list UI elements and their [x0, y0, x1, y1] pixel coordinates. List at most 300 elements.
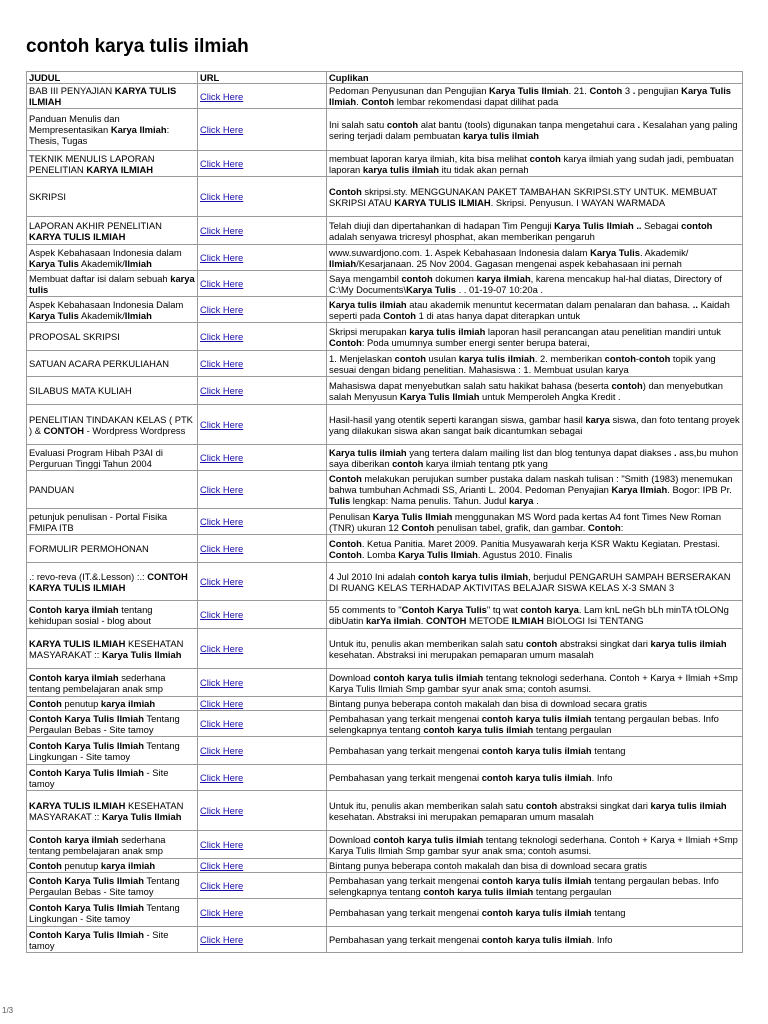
text-segment: tentang: [591, 907, 626, 918]
highlighted-term: contoh karya tulis ilmiah: [481, 745, 592, 756]
highlighted-term: contoh karya tulis ilmiah: [423, 723, 534, 735]
text-segment: tentang teknologi sederhana. Contoh + Karya + Ilmiah +Smp Karya Tulis Ilmiah Smp gambar syur anak sma; contoh asumsi.: [329, 833, 738, 856]
click-here-link[interactable]: Click Here: [200, 934, 244, 945]
highlighted-term: karya ilmiah: [476, 272, 531, 284]
click-here-link[interactable]: Click Here: [200, 860, 244, 871]
cell-cuplikan: [327, 899, 743, 927]
text-segment: penutup: [61, 698, 101, 709]
text-segment: tentang pergaulan bebas. Info selengkapnya tentang: [329, 874, 719, 897]
text-segment: kesehatan. Abstraksi ini merupakan pemaparan umum masalah: [329, 810, 594, 822]
table-row: [27, 509, 743, 535]
click-here-link[interactable]: Click Here: [200, 516, 244, 527]
click-here-link[interactable]: Click Here: [200, 191, 244, 202]
table-row: [27, 109, 743, 151]
highlighted-term: Contoh: [329, 548, 362, 560]
highlighted-term: contoh karya tulis ilmiah: [481, 907, 592, 918]
cell-judul: [27, 177, 198, 217]
highlighted-term: CONTOH KARYA TULIS ILMIAH: [29, 570, 188, 593]
text-segment: PANDUAN: [29, 484, 75, 495]
cell-cuplikan: [327, 927, 743, 953]
cell-url: [198, 697, 327, 711]
text-segment: abstraksi singkat dari: [557, 637, 651, 649]
cell-url: [198, 151, 327, 177]
text-segment: Download: [329, 671, 374, 683]
text-segment: SATUAN ACARA PERKULIAHAN: [29, 358, 169, 369]
text-segment: menggunakan MS Word pada kertas A4 font Times New Roman (TNR) ukuran 12: [329, 510, 722, 533]
highlighted-term: karya tulis ilmiah: [650, 637, 727, 649]
text-segment: .: [356, 96, 362, 107]
click-here-link[interactable]: Click Here: [200, 907, 244, 918]
text-segment: KESEHATAN MASYARAKAT ::: [29, 637, 184, 660]
highlighted-term: Contoh: [329, 473, 362, 484]
text-segment: tentang pergaulan bebas. Info selengkapnya tentang: [329, 712, 719, 735]
click-here-link[interactable]: Click Here: [200, 331, 244, 342]
cell-cuplikan: [327, 669, 743, 697]
table-row: [27, 873, 743, 899]
cell-judul: [27, 831, 198, 859]
highlighted-term: ..: [692, 298, 698, 310]
text-segment: . 21.: [568, 85, 590, 96]
results-table: [26, 71, 743, 953]
text-segment: untuk Memperoleh Angka Kredit .: [479, 390, 621, 402]
cell-cuplikan: [327, 737, 743, 765]
highlighted-term: contoh: [529, 152, 561, 164]
click-here-link[interactable]: Click Here: [200, 452, 244, 463]
cell-cuplikan: [327, 791, 743, 831]
text-segment: SKRIPSI: [29, 191, 66, 202]
highlighted-term: Contoh Karya Tulis Ilmiah: [29, 712, 144, 724]
highlighted-term: KARYA TULIS ILMIAH: [29, 637, 126, 649]
click-here-link[interactable]: Click Here: [200, 225, 244, 236]
highlighted-term: contoh: [401, 272, 433, 284]
text-segment: PENELITIAN TINDAKAN KELAS ( PTK ) &: [29, 413, 193, 436]
highlighted-term: contoh karya tulis ilmiah: [373, 671, 484, 683]
table-row: [27, 899, 743, 927]
table-row: [27, 927, 743, 953]
text-segment: Akademik/: [78, 309, 125, 321]
text-segment: . Lam knL neGh bLh minTA tOLONg dibUatin: [329, 603, 729, 626]
click-here-link[interactable]: Click Here: [200, 745, 244, 756]
text-segment: www.suwardjono.com. 1. Aspek Kebahasaan Indonesia dalam: [329, 246, 591, 258]
text-segment: karya ilmiah yang sudah jadi, pembuatan laporan: [329, 152, 734, 175]
cell-url: [198, 737, 327, 765]
table-row: [27, 737, 743, 765]
cell-cuplikan: [327, 84, 743, 109]
cell-url: [198, 899, 327, 927]
text-segment: sederhana tentang pembelajaran anak smp: [29, 671, 166, 694]
click-here-link[interactable]: Click Here: [200, 484, 244, 495]
cell-url: [198, 471, 327, 509]
cell-judul: [27, 859, 198, 873]
text-segment: Untuk itu, penulis akan memberikan salah satu: [329, 799, 526, 811]
highlighted-term: karya tulis ilmiah: [650, 799, 727, 811]
text-segment: itu tidak akan pernah: [438, 163, 529, 175]
highlighted-term: karya tulis ilmiah: [462, 129, 540, 141]
click-here-link[interactable]: Click Here: [200, 805, 244, 816]
cell-url: [198, 765, 327, 791]
text-segment: Untuk itu, penulis akan memberikan salah satu: [329, 637, 526, 649]
click-here-link[interactable]: Click Here: [200, 772, 244, 783]
cell-url: [198, 445, 327, 471]
text-segment: 1 di atas hanya dapat diterapkan untuk: [416, 309, 581, 321]
text-segment: Kaidah seperti pada: [329, 298, 730, 321]
cell-cuplikan: [327, 151, 743, 177]
highlighted-term: Karya Tulis Ilmiah: [101, 810, 182, 822]
cell-url: [198, 629, 327, 669]
highlighted-term: contoh: [392, 457, 424, 469]
highlighted-term: Contoh karya ilmiah: [29, 671, 119, 683]
highlighted-term: ILMIAH: [511, 614, 544, 626]
text-segment: 55 comments to ": [329, 603, 402, 615]
text-segment: 4 Jul 2010 Ini adalah: [329, 570, 419, 582]
highlighted-term: karya tulis ilmiah: [458, 352, 535, 364]
cell-cuplikan: [327, 535, 743, 563]
text-segment: /Kesarjanaan. 25 Nov 2004. Gagasan mengenai aspek kebahasaan ini pernah: [356, 257, 682, 269]
click-here-link[interactable]: Click Here: [200, 358, 244, 369]
highlighted-term: Karya Tulis Ilmiah: [489, 85, 569, 96]
text-segment: Download: [329, 833, 374, 845]
cell-url: [198, 563, 327, 601]
cell-url: [198, 323, 327, 351]
cell-judul: [27, 899, 198, 927]
text-segment: Tentang Lingkungan - Site tamoy: [29, 739, 180, 762]
highlighted-term: Contoh Karya Tulis: [401, 603, 487, 615]
highlighted-term: Karya tulis ilmiah: [329, 446, 407, 458]
click-here-link[interactable]: Click Here: [200, 124, 244, 135]
highlighted-term: contoh karya tulis ilmiah: [418, 570, 529, 582]
text-segment: . 2. memberikan: [534, 352, 605, 364]
table-row: [27, 177, 743, 217]
highlighted-term: Contoh: [589, 85, 623, 96]
click-here-link[interactable]: Click Here: [200, 880, 244, 891]
highlighted-term: contoh: [386, 118, 419, 130]
cell-url: [198, 297, 327, 323]
cell-url: [198, 177, 327, 217]
text-segment: Mahasiswa dapat menyebutkan salah satu hakikat bahasa (beserta: [329, 379, 612, 391]
click-here-link[interactable]: Click Here: [200, 839, 244, 850]
cell-url: [198, 831, 327, 859]
highlighted-term: karya tulis ilmiah: [409, 325, 486, 337]
table-row: [27, 297, 743, 323]
highlighted-term: Ilmiah: [124, 257, 152, 269]
highlighted-term: karya tulis: [29, 272, 195, 295]
highlighted-term: contoh: [394, 352, 426, 364]
text-segment: melakukan perujukan sumber pustaka dalam naskah tulisan : "Smith (1983) menemukan bahwa tumbuhan Achmadi SS, Arianti L. 2004. Pedoman Penyajian: [329, 473, 733, 495]
table-row: [27, 765, 743, 791]
text-segment: Sebagai: [641, 219, 682, 231]
cell-judul: [27, 791, 198, 831]
text-segment: Kesalahan yang paling sering terjadi dalam pembuatan: [329, 118, 738, 141]
text-segment: FORMULIR PERMOHONAN: [29, 543, 149, 554]
text-segment: :: [620, 521, 624, 533]
text-segment: atau akademik menuntut kecermatan dalam penalaran dan bahasa.: [406, 298, 693, 310]
text-segment: Pembahasan yang terkait mengenai: [329, 907, 482, 918]
highlighted-term: contoh: [611, 379, 643, 391]
click-here-link[interactable]: Click Here: [200, 609, 244, 620]
text-segment: . . 01-19-07 10:20a .: [455, 283, 544, 295]
text-segment: KESEHATAN MASYARAKAT ::: [29, 799, 184, 822]
cell-cuplikan: [327, 177, 743, 217]
cell-cuplikan: [327, 245, 743, 271]
highlighted-term: Contoh Karya Tulis Ilmiah: [29, 874, 144, 886]
cell-cuplikan: [327, 377, 743, 405]
cell-cuplikan: [327, 509, 743, 535]
highlighted-term: Contoh karya ilmiah: [29, 603, 119, 615]
cell-judul: [27, 765, 198, 791]
cell-url: [198, 405, 327, 445]
highlighted-term: contoh: [681, 219, 713, 231]
cell-judul: [27, 601, 198, 629]
text-segment: Skripsi merupakan: [329, 325, 410, 337]
text-segment: 3: [622, 85, 633, 96]
cell-cuplikan: [327, 323, 743, 351]
text-segment: , karena mencakup hal-hal diatas, Directory of C:\My Documents\: [329, 272, 722, 295]
highlighted-term: KARYA TULIS ILMIAH: [29, 85, 177, 107]
table-row: [27, 791, 743, 831]
highlighted-term: karya ilmiah: [100, 698, 156, 709]
text-segment: . Bogor: IPB Pr.: [667, 484, 732, 495]
text-segment: usulan: [425, 352, 459, 364]
text-segment: skripsi.sty. MENGGUNAKAN PAKET TAMBAHAN SKRIPSI.STY UNTUK. MEMBUAT SKRIPSI ATAU: [329, 185, 718, 208]
highlighted-term: contoh: [604, 352, 636, 364]
click-here-link[interactable]: Click Here: [200, 90, 244, 102]
cell-cuplikan: [327, 563, 743, 601]
text-segment: BIOLOGI Isi TENTANG: [543, 614, 644, 626]
text-segment: Pembahasan yang terkait mengenai: [329, 745, 482, 756]
text-segment: siswa, dan foto tentang proyek yang dilakukan siswa akan sangat baik dicantumkan sebagai: [329, 413, 740, 436]
text-segment: LAPORAN AKHIR PENELITIAN: [29, 219, 162, 231]
cell-judul: [27, 471, 198, 509]
text-segment: Tentang Pergaulan Bebas - Site tamoy: [29, 712, 180, 735]
table-row: [27, 535, 743, 563]
table-row: [27, 271, 743, 297]
text-segment: Tentang Pergaulan Bebas - Site tamoy: [29, 874, 180, 897]
column-header-judul: JUDUL: [27, 72, 198, 84]
cell-judul: [27, 873, 198, 899]
highlighted-term: Contoh: [383, 309, 417, 321]
table-row: [27, 629, 743, 669]
text-segment: Membuat daftar isi dalam sebuah: [29, 272, 171, 284]
cell-cuplikan: [327, 697, 743, 711]
cell-cuplikan: [327, 405, 743, 445]
cell-url: [198, 927, 327, 953]
click-here-link[interactable]: Click Here: [200, 698, 244, 709]
cell-url: [198, 245, 327, 271]
highlighted-term: karya: [508, 495, 534, 506]
highlighted-term: Contoh Karya Tulis Ilmiah: [29, 739, 144, 751]
cell-url: [198, 351, 327, 377]
cell-cuplikan: [327, 471, 743, 509]
cell-cuplikan: [327, 711, 743, 737]
highlighted-term: karya tulis ilmiah: [362, 163, 439, 175]
table-row: [27, 711, 743, 737]
table-row: [27, 323, 743, 351]
text-segment: alat bantu (tools) digunakan tanpa mengetahui cara: [418, 118, 638, 130]
click-here-link[interactable]: Click Here: [200, 419, 244, 430]
highlighted-term: CONTOH: [43, 424, 85, 436]
text-segment: . Lomba: [361, 548, 399, 560]
table-row: [27, 831, 743, 859]
text-segment: Pembahasan yang terkait mengenai: [329, 712, 482, 724]
text-segment: dokumen: [432, 272, 477, 284]
highlighted-term: Contoh: [329, 537, 362, 549]
cell-url: [198, 873, 327, 899]
text-segment: Pembahasan yang terkait mengenai: [329, 934, 482, 945]
text-segment: . Akademik/: [639, 246, 689, 258]
highlighted-term: contoh karya: [520, 603, 579, 615]
text-segment: .: [533, 495, 539, 506]
text-segment: Pembahasan yang terkait mengenai: [329, 874, 482, 886]
text-segment: tentang pergaulan: [533, 723, 612, 735]
cell-judul: [27, 217, 198, 245]
cell-judul: [27, 84, 198, 109]
cell-url: [198, 791, 327, 831]
highlighted-term: Ilmiah: [124, 309, 152, 321]
text-segment: . Agustus 2010. Finalis: [477, 548, 573, 560]
table-body: [27, 84, 743, 953]
cell-cuplikan: [327, 601, 743, 629]
highlighted-term: contoh karya tulis ilmiah: [481, 772, 592, 783]
text-segment: lengkap: Nama penulis. Tahun. Judul: [350, 495, 509, 506]
text-segment: topik yang sesuai dengan bidang penelitian. Mahasiswa : 1. Membuat usulan karya: [329, 352, 716, 375]
highlighted-term: Tulis: [329, 495, 351, 506]
table-row: [27, 405, 743, 445]
click-here-link[interactable]: Click Here: [200, 677, 244, 688]
highlighted-term: contoh karya tulis ilmiah: [481, 934, 592, 945]
highlighted-term: contoh: [525, 799, 558, 811]
click-here-link[interactable]: Click Here: [200, 252, 244, 263]
table-row: [27, 445, 743, 471]
text-segment: Penulisan: [329, 510, 373, 522]
highlighted-term: Karya Tulis Ilmiah: [398, 548, 478, 560]
text-segment: - Site tamoy: [29, 766, 169, 789]
cell-judul: [27, 151, 198, 177]
text-segment: tentang kehidupan sosial - blog about: [29, 603, 153, 626]
text-segment: Tentang Lingkungan - Site tamoy: [29, 901, 180, 924]
highlighted-term: Contoh: [401, 521, 435, 533]
cell-judul: [27, 563, 198, 601]
cell-judul: [27, 109, 198, 151]
text-segment: . Info: [591, 772, 613, 783]
highlighted-term: contoh karya tulis ilmiah: [373, 833, 484, 845]
highlighted-term: Karya Tulis: [29, 257, 79, 269]
click-here-link[interactable]: Click Here: [200, 158, 244, 169]
highlighted-term: Contoh karya ilmiah: [29, 833, 119, 845]
click-here-link[interactable]: Click Here: [200, 643, 244, 654]
text-segment: Aspek Kebahasaan Indonesia Dalam: [29, 298, 184, 310]
cell-judul: [27, 405, 198, 445]
click-here-link[interactable]: Click Here: [200, 304, 244, 315]
text-segment: abstraksi singkat dari: [557, 799, 651, 811]
page-title: contoh karya tulis ilmiah: [26, 36, 249, 57]
highlighted-term: Contoh Karya Tulis Ilmiah: [29, 766, 144, 778]
text-segment: Telah diuji dan dipertahankan di hadapan Tim Penguji: [329, 219, 555, 231]
highlighted-term: karya: [585, 413, 610, 425]
highlighted-term: KARYA TULIS ILMIAH: [394, 196, 491, 208]
cell-judul: [27, 351, 198, 377]
cell-judul: [27, 535, 198, 563]
cell-judul: [27, 377, 198, 405]
table-row: [27, 471, 743, 509]
cell-judul: [27, 297, 198, 323]
click-here-link[interactable]: Click Here: [200, 576, 244, 587]
text-segment: Aspek Kebahasaan Indonesia dalam: [29, 246, 182, 258]
text-segment: tentang teknologi sederhana. Contoh + Karya + Ilmiah +Smp Karya Tulis Ilmiah Smp gambar syur anak sma; contoh asumsi.: [329, 671, 738, 694]
highlighted-term: contoh karya tulis ilmiah: [481, 712, 592, 724]
cell-url: [198, 859, 327, 873]
cell-url: [198, 271, 327, 297]
cell-cuplikan: [327, 445, 743, 471]
highlighted-term: Karya Tulis Ilmiah ..: [554, 219, 642, 231]
cell-cuplikan: [327, 217, 743, 245]
cell-judul: [27, 711, 198, 737]
highlighted-term: Karya Ilmiah: [110, 124, 167, 135]
text-segment: Akademik/: [78, 257, 125, 269]
text-segment: PROPOSAL SKRIPSI: [29, 331, 120, 342]
cell-cuplikan: [327, 831, 743, 859]
text-segment: Evaluasi Program Hibah P3AI di Perguruan Tinggi Tahun 2004: [29, 446, 163, 469]
cell-url: [198, 669, 327, 697]
highlighted-term: KARYA TULIS ILMIAH: [29, 230, 126, 242]
text-segment: Ini salah satu: [329, 118, 387, 130]
highlighted-term: contoh: [525, 637, 558, 649]
click-here-link[interactable]: Click Here: [200, 543, 244, 554]
highlighted-term: Contoh Karya Tulis Ilmiah: [29, 928, 144, 940]
cell-judul: [27, 271, 198, 297]
text-segment: .: [420, 614, 426, 626]
cell-judul: [27, 245, 198, 271]
cell-cuplikan: [327, 109, 743, 151]
cell-url: [198, 601, 327, 629]
text-segment: METODE: [466, 614, 512, 626]
text-segment: penulisan tabel, grafik, dan gambar.: [434, 521, 588, 533]
cell-cuplikan: [327, 859, 743, 873]
cell-url: [198, 535, 327, 563]
highlighted-term: .: [632, 85, 636, 96]
text-segment: : Poda umumnya sumber energi senter berupa baterai,: [361, 336, 590, 348]
text-segment: karya ilmiah tentang ptk yang: [423, 457, 548, 469]
text-segment: Hasil-hasil yang otentik seperti karangan siswa, gambar hasil: [329, 413, 586, 425]
cell-cuplikan: [327, 873, 743, 899]
highlighted-term: contoh: [639, 352, 671, 364]
table-row: [27, 859, 743, 873]
highlighted-term: Karya Tulis Ilmiah: [399, 390, 480, 402]
text-segment: Pedoman Penyusunan dan Pengujian: [329, 85, 490, 96]
click-here-link[interactable]: Click Here: [200, 278, 244, 289]
highlighted-term: Karya Tulis Ilmiah: [101, 648, 182, 660]
text-segment: tentang pergaulan: [533, 885, 612, 897]
text-segment: , berjudul PENGARUH SAMPAH BERSERAKAN DI RUANG KELAS TERHADAP AKTIVITAS BELAJAR SISWA KELAS X-3 SMAN 3: [329, 570, 731, 593]
highlighted-term: karya ilmiah: [100, 860, 156, 871]
cell-cuplikan: [327, 271, 743, 297]
click-here-link[interactable]: Click Here: [200, 718, 244, 729]
text-segment: -: [635, 352, 640, 364]
highlighted-term: Karya Tulis Ilmiah: [329, 85, 732, 107]
cell-judul: [27, 737, 198, 765]
highlighted-term: Contoh: [587, 521, 621, 533]
click-here-link[interactable]: Click Here: [200, 385, 244, 396]
cell-cuplikan: [327, 297, 743, 323]
highlighted-term: karYa ilmiah: [366, 614, 421, 626]
highlighted-term: Contoh: [29, 698, 62, 709]
text-segment: adalah senyawa tricresyl phosphat, akan memberikan pengaruh: [329, 230, 595, 242]
text-segment: laporan hasil perancangan atau penelitian mandiri untuk: [485, 325, 721, 337]
column-header-cuplikan: Cuplikan: [327, 72, 743, 84]
cell-url: [198, 84, 327, 109]
highlighted-term: Contoh Karya Tulis Ilmiah: [29, 901, 144, 913]
highlighted-term: Ilmiah: [329, 257, 357, 269]
text-segment: - Wordpress Wordpress: [84, 424, 186, 436]
